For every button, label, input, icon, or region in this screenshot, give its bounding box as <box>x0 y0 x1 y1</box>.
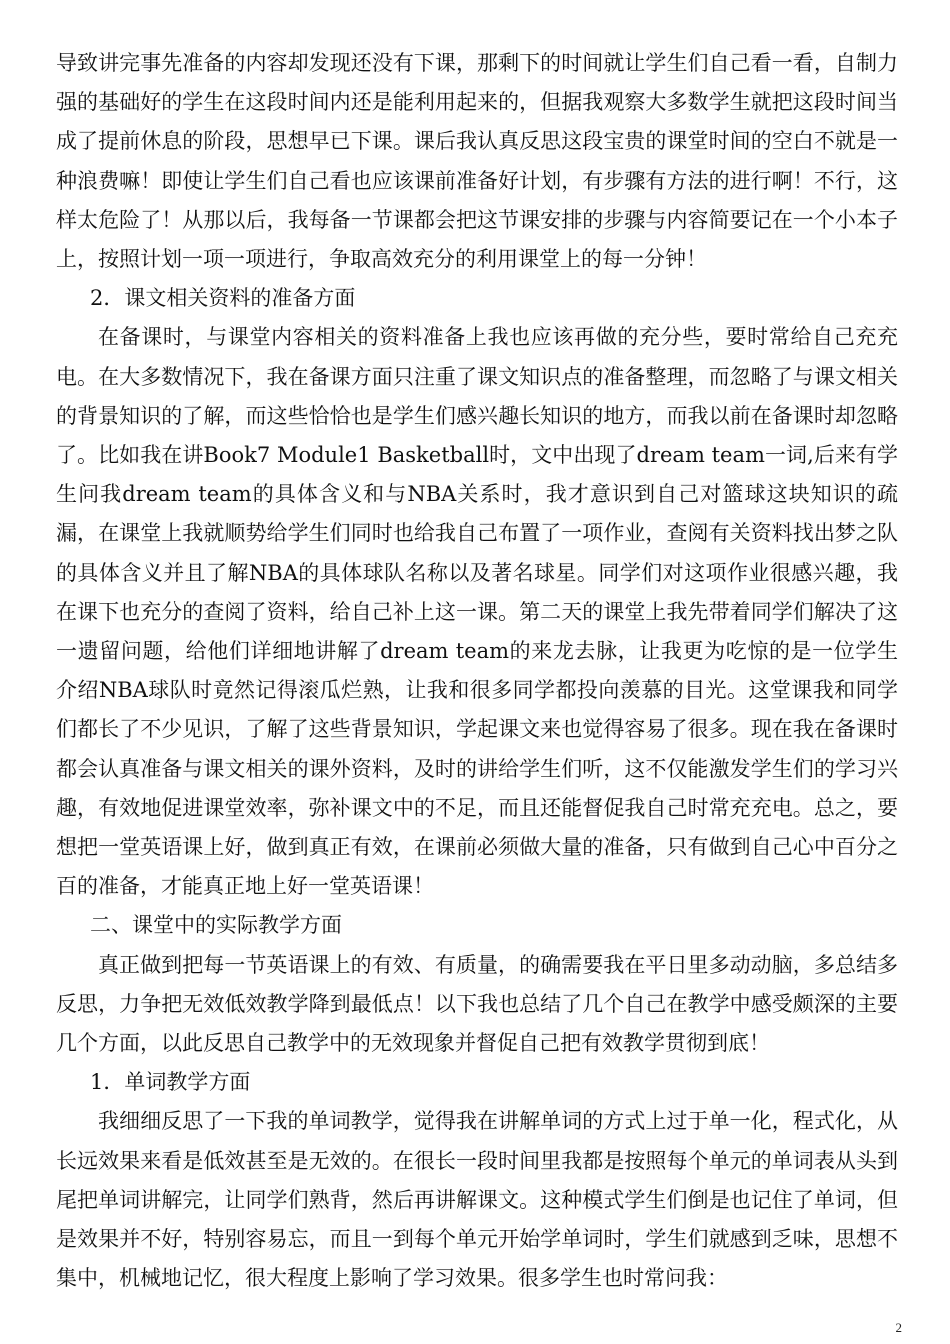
body-text <box>56 44 898 1299</box>
paragraph-materials: 在备课时，与课堂内容相关的资料准备上我也应该再做的充分些，要时常给自己充充电。在大多数情况下，我在备课方面只注重了课文知识点的准备整理，而忽略了与课文相关的背景知识的了解，而这些恰恰也是学生们感兴趣长知识的地方，而我以前在备课时却忽略了。比如我在讲Book7 Module1 Basketball时，文中出现了dream team一词,后来有学生问我dream team的具体含义和与NBA关系时，我才意识到自己对篮球这块知识的疏漏，在课堂上我就顺势给学生们同时也给我自己布置了一项作业，查阅有关资料找出梦之队的具体含义并且了解NBA的具体球队名称以及著名球星。同学们对这项作业很感兴趣，我在课下也充分的查阅了资料，给自己补上这一课。第二天的课堂上我先带着同学们解决了这一遗留问题，给他们详细地讲解了dream team的来龙去脉，让我更为吃惊的是一位学生介绍NBA球队时竟然记得滚瓜烂熟，让我和很多同学都投向羡慕的目光。这堂课我和同学们都长了不少见识，了解了这些背景知识，学起课文来也觉得容易了很多。现在我在备课时都会认真准备与课文相关的课外资料，及时的讲给学生们听，这不仅能激发学生们的学习兴趣，有效地促进课堂效率，弥补课文中的不足，而且还能督促我自己时常充充电。总之，要想把一堂英语课上好，做到真正有效，在课前必须做大量的准备，只有做到自己心中百分之百的准备，才能真正地上好一堂英语课！ <box>56 325 898 899</box>
section-heading-classroom: 二、课堂中的实际教学方面 <box>90 913 342 938</box>
paragraph-continuation: 导致讲完事先准备的内容却发现还没有下课，那剩下的时间就让学生们自己看一看，自制力强的基础好的学生在这段时间内还是能利用起来的，但据我观察大多数学生就把这段时间当成了提前休息的阶段，思想早已下课。课后我认真反思这段宝贵的课堂时间的空白不就是一种浪费嘛！即使让学生们自己看也应该课前准备好计划，有步骤有方法的进行啊！不行，这样太危险了！从那以后，我每备一节课都会把这节课安排的步骤与内容简要记在一个小本子上，按照计划一项一项进行，争取高效充分的利用课堂上的每一分钟！ <box>56 51 898 272</box>
section-heading-materials: 2．课文相关资料的准备方面 <box>90 286 356 311</box>
section-heading-vocabulary: 1．单词教学方面 <box>90 1070 251 1095</box>
paragraph-vocabulary: 我细细反思了一下我的单词教学，觉得我在讲解单词的方式上过于单一化，程式化，从长远效果来看是低效甚至是无效的。在很长一段时间里我都是按照每个单元的单词表从头到尾把单词讲解完，让同学们熟背，然后再讲解课文。这种模式学生们倒是也记住了单词，但是效果并不好，特别容易忘，而且一到每个单元开始学单词时，学生们就感到乏味，思想不集中，机械地记忆，很大程度上影响了学习效果。很多学生也时常问我： <box>56 1109 898 1291</box>
paragraph-classroom: 真正做到把每一节英语课上的有效、有质量，的确需要我在平日里多动动脑，多总结多反思，力争把无效低效教学降到最低点！以下我也总结了几个自己在教学中感受颇深的主要几个方面，以此反思自己教学中的无效现象并督促自己把有效教学贯彻到底！ <box>56 952 898 1056</box>
page-number: 2 <box>895 1320 902 1335</box>
